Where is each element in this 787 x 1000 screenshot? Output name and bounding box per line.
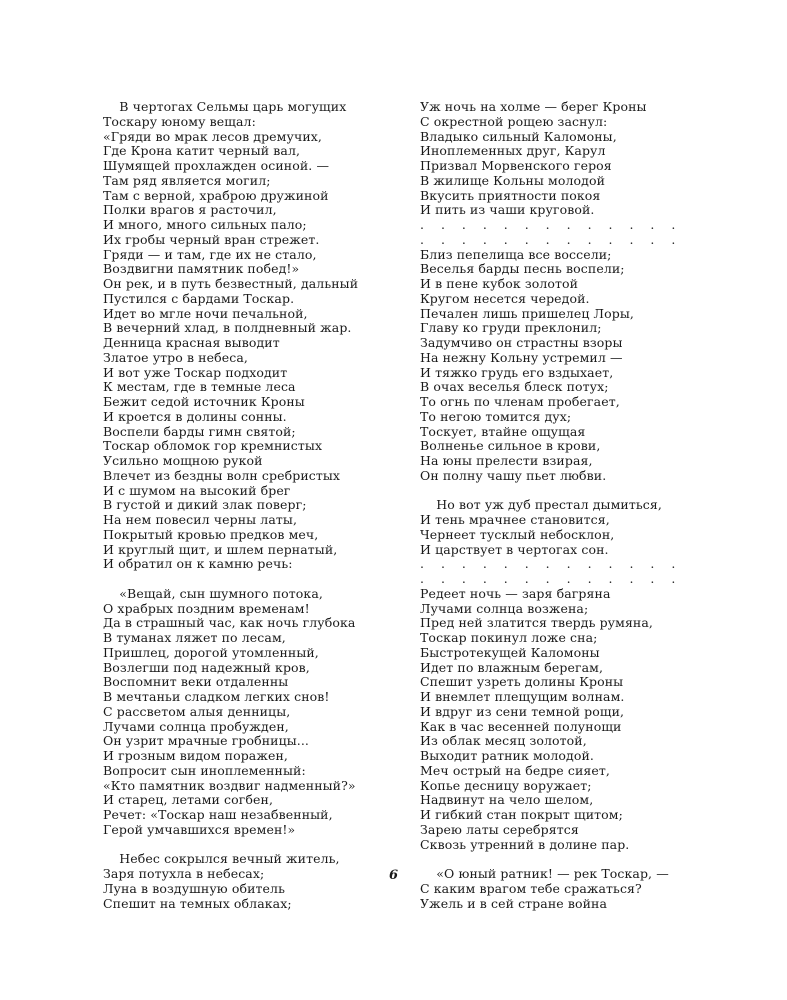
verse-line: Герой умчавшихся времен!» bbox=[103, 821, 296, 837]
verse-line: Идет во мгле ночи печальной, bbox=[103, 305, 308, 321]
verse-line: Меч острый на бедре сияет, bbox=[420, 762, 610, 778]
right-column bbox=[420, 100, 682, 911]
verse-line: И грозным видом поражен, bbox=[103, 748, 288, 763]
verse-line: В мечтаньи сладком легких снов! bbox=[103, 689, 330, 704]
verse-line: Возлегши под надежный кров, bbox=[103, 659, 310, 675]
verse-line: На юны прелести взирая, bbox=[420, 453, 593, 468]
verse-line: Главу ко груди преклонил; bbox=[420, 320, 602, 336]
verse-line: Печален лишь пришелец Лоры, bbox=[420, 305, 634, 321]
verse-line: Воспели барды гимн святой; bbox=[103, 423, 296, 439]
verse-line: Их гробы черный вран стрежет. bbox=[103, 231, 320, 247]
verse-line: Полки врагов я расточил, bbox=[103, 202, 277, 218]
verse-line: Он рек, и в путь безвестный, дальный bbox=[103, 276, 359, 291]
verse-line: «Гряди во мрак лесов дремучих, bbox=[103, 128, 322, 144]
verse-line: Редеет ночь — заря багряна bbox=[420, 585, 611, 601]
verse-line: Быстротекущей Каломоны bbox=[420, 644, 600, 660]
verse-line: Заря потухла в небесах; bbox=[103, 866, 265, 881]
verse-line: Чернеет тусклый небосклон, bbox=[420, 526, 615, 542]
verse-line: «Кто памятник воздвиг надменный?» bbox=[103, 777, 356, 793]
verse-line: И много, много сильных пало; bbox=[103, 217, 307, 232]
ellipsis-line: . . . . . . . . . . . . . bbox=[420, 571, 682, 586]
verse-line: Зарею латы серебрятся bbox=[420, 821, 579, 837]
verse-line: В очах веселья блеск потух; bbox=[420, 379, 609, 395]
verse-line: Небес сокрылся вечный житель, bbox=[103, 851, 340, 867]
verse-line: И гибкий стан покрыт щитом; bbox=[420, 807, 623, 822]
verse-line: Надвинут на чело шелом, bbox=[420, 792, 594, 808]
verse-line: Речет: «Тоскар наш незабвенный, bbox=[103, 807, 333, 822]
verse-line: Влечет из бездны волн сребристых bbox=[103, 467, 341, 483]
verse-line: С окрестной рощею заснул: bbox=[420, 113, 608, 129]
verse-line: К местам, где в темные леса bbox=[103, 379, 296, 395]
verse-line: На нем повесил черны латы, bbox=[103, 512, 298, 527]
verse-line: Призвал Морвенского героя bbox=[420, 158, 612, 173]
verse-line: Там ряд является могил; bbox=[103, 172, 271, 188]
stanza-gap bbox=[420, 484, 682, 499]
verse-line: И пить из чаши круговой. bbox=[420, 202, 595, 218]
verse-line: Усильно мощною рукой bbox=[103, 453, 263, 468]
verse-line: В туманах ляжет по лесам, bbox=[103, 630, 286, 645]
verse-line: Иноплеменных друг, Карул bbox=[420, 143, 606, 159]
verse-line: Вкусить приятности покоя bbox=[420, 187, 601, 203]
verse-line: И старец, летами согбен, bbox=[103, 792, 274, 808]
stanza-gap bbox=[103, 572, 358, 587]
verse-line: И внемлет плещущим волнам. bbox=[420, 689, 625, 704]
verse-line: Пред ней златится твердь румяна, bbox=[420, 615, 653, 631]
verse-line: И с шумом на высокий брег bbox=[103, 482, 291, 498]
verse-line: Воспомнит веки отдаленны bbox=[103, 674, 289, 690]
verse-line: С рассветом алыя денницы, bbox=[103, 703, 291, 719]
verse-line: Денница красная выводит bbox=[103, 335, 280, 350]
verse-line: То огнь по членам пробегает, bbox=[420, 394, 620, 409]
verse-line: И вот уже Тоскар подходит bbox=[103, 364, 288, 380]
verse-line: Владыко сильный Каломоны, bbox=[420, 128, 617, 144]
verse-line: То негою томится дух; bbox=[420, 408, 572, 424]
verse-line: О храбрых поздним временам! bbox=[103, 600, 310, 616]
verse-line: Шумящей прохлажден осиной. — bbox=[103, 158, 330, 173]
verse-line: Спешит узреть долины Кроны bbox=[420, 674, 624, 690]
ellipsis-line: . . . . . . . . . . . . . bbox=[420, 231, 682, 247]
verse-line: Веселья барды песнь воспели; bbox=[420, 261, 625, 277]
verse-line: Златое утро в небеса, bbox=[103, 349, 248, 365]
ellipsis-line: . . . . . . . . . . . . . bbox=[420, 217, 682, 232]
verse-line: Волненье сильное в крови, bbox=[420, 438, 601, 454]
verse-line: Луна в воздушную обитель bbox=[103, 880, 285, 896]
verse-line: И вдруг из сени темной рощи, bbox=[420, 703, 625, 719]
verse-line: Уж ночь на холме — берег Кроны bbox=[420, 99, 647, 114]
verse-line: В жилище Кольны молодой bbox=[420, 172, 606, 188]
verse-line: Гряди — и там, где их не стало, bbox=[103, 246, 317, 262]
verse-line: Да в страшный час, как ночь глубока bbox=[103, 615, 356, 631]
verse-line: Лучами солнца пробужден, bbox=[103, 718, 289, 734]
verse-line: Тоскует, втайне ощущая bbox=[420, 423, 586, 439]
verse-line: В густой и дикий злак поверг; bbox=[103, 497, 307, 513]
verse-line: Задумчиво он страстны взоры bbox=[420, 335, 623, 350]
stanza-gap bbox=[420, 852, 682, 867]
page-number: 6 bbox=[388, 868, 399, 883]
verse-line: Бежит седой источник Кроны bbox=[103, 394, 305, 409]
left-column bbox=[103, 100, 358, 911]
verse-line: Спешит на темных облаках; bbox=[103, 895, 292, 911]
verse-line: Тоскар обломок гор кремнистых bbox=[103, 438, 323, 454]
verse-line: На нежну Кольну устремил — bbox=[420, 349, 623, 365]
verse-line: Лучами солнца возжена; bbox=[420, 600, 589, 616]
verse-line: Тоскару юному вещал: bbox=[103, 113, 256, 129]
verse-line: И обратил он к камню речь: bbox=[103, 556, 293, 572]
verse-line: Сквозь утренний в долине пар. bbox=[420, 836, 630, 852]
verse-line: С каким врагом тебе сражаться? bbox=[420, 880, 642, 896]
verse-line: «О юный ратник! — рек Тоскар, — bbox=[420, 866, 669, 881]
verse-line: Он полну чашу пьет любви. bbox=[420, 467, 607, 483]
verse-line: В вечерний хлад, в полдневный жар. bbox=[103, 320, 352, 336]
verse-line: Выходит ратник молодой. bbox=[420, 748, 594, 763]
verse-line: Воздвигни памятник побед!» bbox=[103, 261, 300, 277]
verse-line: Там с верной, храброю дружиной bbox=[103, 187, 329, 203]
verse-line: И тень мрачнее становится, bbox=[420, 512, 610, 527]
verse-line: Он узрит мрачные гробницы... bbox=[103, 733, 310, 749]
verse-line: Кругом несется чередой. bbox=[420, 290, 590, 306]
verse-line: Из облак месяц золотой, bbox=[420, 733, 587, 749]
verse-line: «Вещай, сын шумного потока, bbox=[103, 585, 323, 601]
verse-line: И в пене кубок золотой bbox=[420, 276, 579, 291]
verse-line: И царствует в чертогах сон. bbox=[420, 541, 609, 557]
verse-line: И тяжко грудь его вздыхает, bbox=[420, 364, 614, 380]
verse-line: Где Крона катит черный вал, bbox=[103, 143, 301, 159]
verse-line: Тоскар покинул ложе сна; bbox=[420, 630, 598, 645]
ellipsis-line: . . . . . . . . . . . . . bbox=[420, 556, 682, 572]
verse-line: Идет по влажным берегам, bbox=[420, 659, 604, 675]
verse-line: Пустился с бардами Тоскар. bbox=[103, 290, 295, 306]
verse-line: И круглый щит, и шлем пернатый, bbox=[103, 541, 338, 557]
verse-line: Близ пепелища все воссели; bbox=[420, 246, 612, 262]
verse-line: И кроется в долины сонны. bbox=[103, 408, 287, 424]
verse-line: В чертогах Сельмы царь могущих bbox=[103, 99, 347, 114]
verse-line: Вопросит сын иноплеменный: bbox=[103, 762, 306, 778]
verse-line: Ужель и в сей стране война bbox=[420, 895, 608, 911]
stanza-gap bbox=[103, 838, 358, 853]
verse-line: Как в час весенней полунощи bbox=[420, 718, 622, 734]
verse-line: Пришлец, дорогой утомленный, bbox=[103, 644, 319, 660]
verse-line: Но вот уж дуб престал дымиться, bbox=[420, 497, 662, 513]
verse-line: Копье десницу воружает; bbox=[420, 777, 592, 793]
verse-line: Покрытый кровью предков меч, bbox=[103, 526, 319, 542]
